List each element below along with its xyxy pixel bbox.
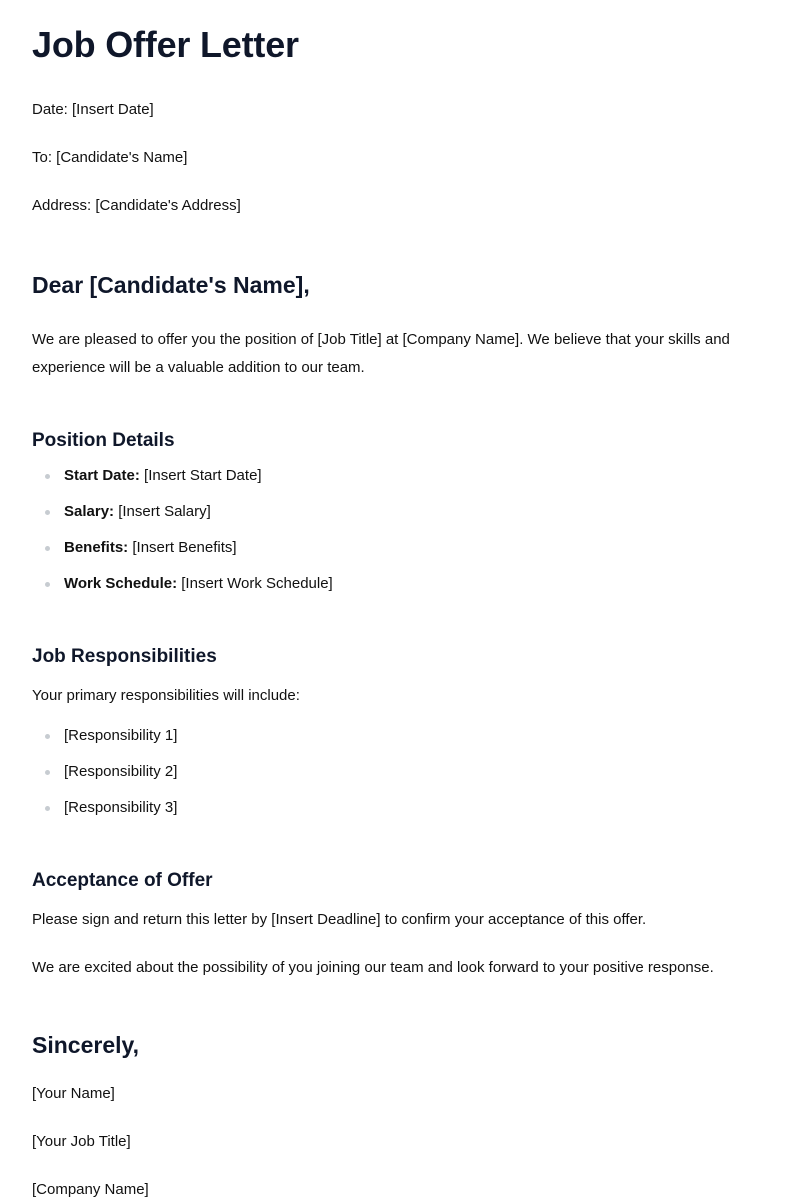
list-item: [Responsibility 3]	[32, 794, 768, 822]
acceptance-text: Please sign and return this letter by [Insert Deadline] to confirm your acceptance of this offer.	[32, 911, 647, 928]
responsibilities-intro: Your primary responsibilities will include:	[32, 687, 300, 704]
list-item	[32, 534, 768, 562]
acceptance-heading: Acceptance of Offer	[32, 870, 213, 891]
detail-label: Start Date:	[64, 467, 140, 484]
signature-job-title: [Your Job Title]	[32, 1133, 131, 1150]
position-details-list	[32, 462, 768, 598]
list-item: [Responsibility 1]	[32, 722, 768, 750]
signature-company: [Company Name]	[32, 1181, 149, 1198]
list-item	[32, 570, 768, 598]
sign-off: Sincerely,	[32, 1032, 139, 1058]
position-details-heading: Position Details	[32, 430, 175, 451]
list-item: [Responsibility 2]	[32, 758, 768, 786]
date-line: Date: [Insert Date]	[32, 101, 154, 118]
job-responsibilities-heading: Job Responsibilities	[32, 646, 217, 667]
signature-block	[32, 1080, 768, 1204]
greeting: Dear [Candidate's Name],	[32, 272, 310, 298]
document-title: Job Offer Letter	[32, 24, 299, 65]
detail-label: Work Schedule:	[64, 575, 178, 592]
detail-value: [Insert Start Date]	[139, 467, 262, 484]
detail-value: [Insert Benefits]	[128, 539, 237, 556]
list-item	[32, 498, 768, 526]
detail-label: Salary:	[64, 503, 115, 520]
address-line: Address: [Candidate's Address]	[32, 197, 241, 214]
list-item	[32, 462, 768, 490]
detail-value: [Insert Work Schedule]	[177, 575, 333, 592]
detail-label: Benefits:	[64, 539, 129, 556]
to-line: To: [Candidate's Name]	[32, 149, 188, 166]
signature-name: [Your Name]	[32, 1085, 115, 1102]
closing-paragraph: We are excited about the possibility of you joining our team and look forward to your positive response.	[32, 959, 714, 976]
letter-meta	[32, 96, 768, 220]
responsibilities-list	[32, 722, 768, 822]
detail-value: [Insert Salary]	[114, 503, 211, 520]
intro-paragraph: We are pleased to offer you the position of [Job Title] at [Company Name]. We believe that your skills and experience will be a valuable addition to our team.	[32, 331, 730, 376]
